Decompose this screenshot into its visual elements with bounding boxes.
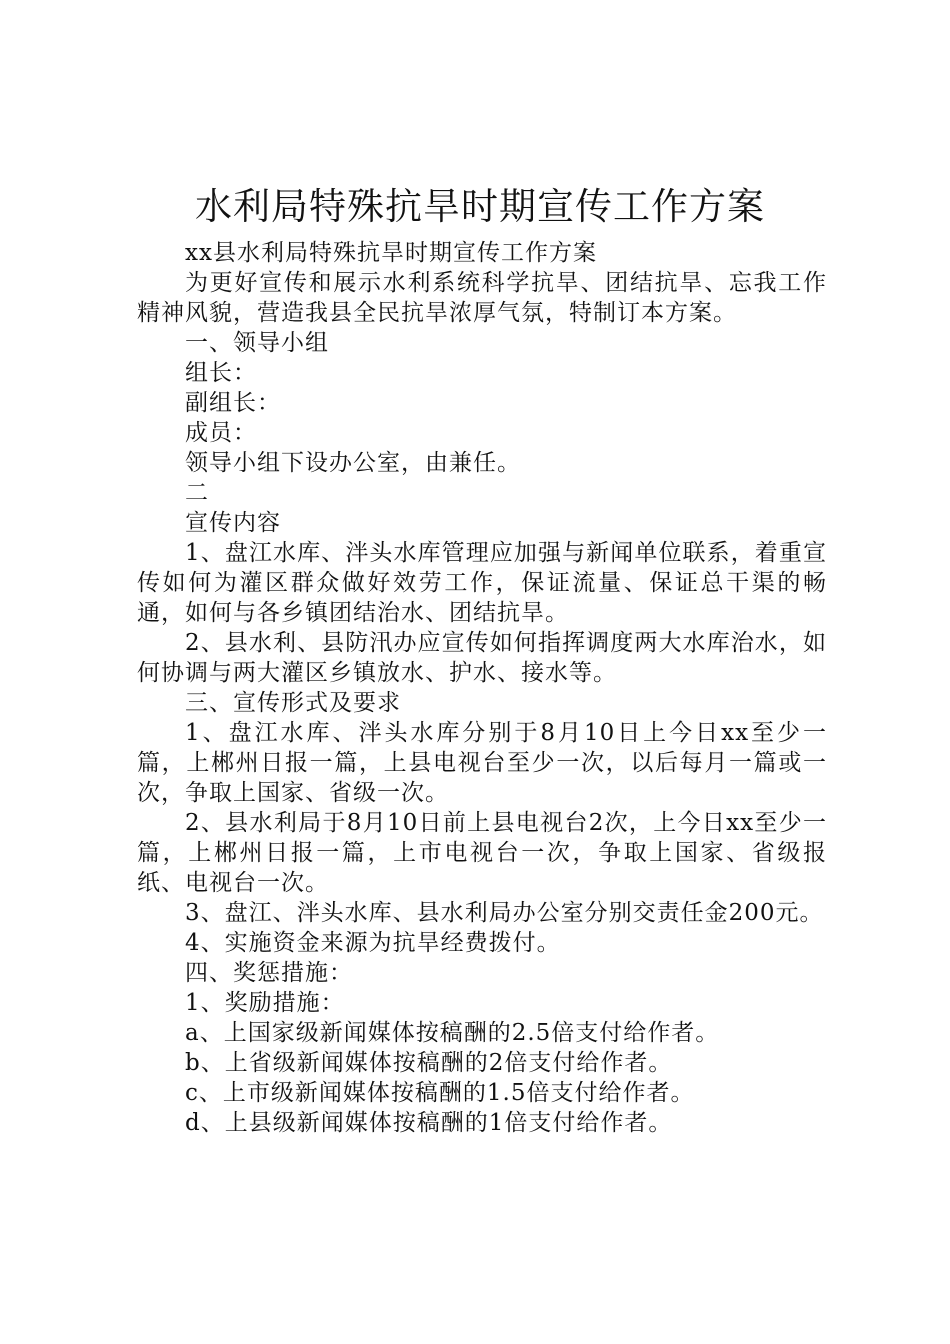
document-body [137,238,827,1138]
paragraph-office: 领导小组下设办公室，由兼任。 [185,450,521,476]
paragraph-forms-1: 1、盘江水库、泮头水库分别于8月10日上今日xx至少一篇，上郴州日报一篇，上县电视台至少一次，以后每月一篇或一次，争取上国家、省级一次。 [137,720,827,806]
section-heading-rewards: 四、奖惩措施： [185,960,353,986]
section-heading-leadership: 一、领导小组 [185,330,329,356]
document-title: 水利局特殊抗旱时期宣传工作方案 [195,185,765,228]
paragraph-forms-3: 3、盘江、泮头水库、县水利局办公室分别交责任金200元。 [185,900,824,926]
paragraph-subtitle: xx县水利局特殊抗旱时期宣传工作方案 [185,240,597,266]
paragraph-content-2: 2、县水利、县防汛办应宣传如何指挥调度两大水库治水，如何协调与两大灌区乡镇放水、护水、接水等。 [137,630,827,686]
paragraph-leader: 组长： [185,360,257,386]
section-heading-two: 二 [185,480,209,506]
section-heading-forms: 三、宣传形式及要求 [185,690,401,716]
paragraph-deputy-leader: 副组长： [185,390,281,416]
paragraph-reward-d: d、上县级新闻媒体按稿酬的1倍支付给作者。 [185,1110,673,1136]
paragraph-rewards-1: 1、奖励措施： [185,990,345,1016]
paragraph-reward-a: a、上国家级新闻媒体按稿酬的2.5倍支付给作者。 [185,1020,720,1046]
paragraph-intro: 为更好宣传和展示水利系统科学抗旱、团结抗旱、忘我工作精神风貌，营造我县全民抗旱浓厚气氛，特制订本方案。 [137,270,827,326]
paragraph-members: 成员： [185,420,257,446]
paragraph-content-1: 1、盘江水库、泮头水库管理应加强与新闻单位联系，着重宣传如何为灌区群众做好效劳工作，保证流量、保证总干渠的畅通，如何与各乡镇团结治水、团结抗旱。 [137,540,827,626]
paragraph-forms-2: 2、县水利局于8月10日前上县电视台2次，上今日xx至少一篇，上郴州日报一篇，上市电视台一次，争取上国家、省级报纸、电视台一次。 [137,810,827,896]
section-heading-content: 宣传内容 [185,510,281,536]
paragraph-reward-c: c、上市级新闻媒体按稿酬的1.5倍支付给作者。 [185,1080,695,1106]
paragraph-reward-b: b、上省级新闻媒体按稿酬的2倍支付给作者。 [185,1050,673,1076]
paragraph-forms-4: 4、实施资金来源为抗旱经费拨付。 [185,930,561,956]
